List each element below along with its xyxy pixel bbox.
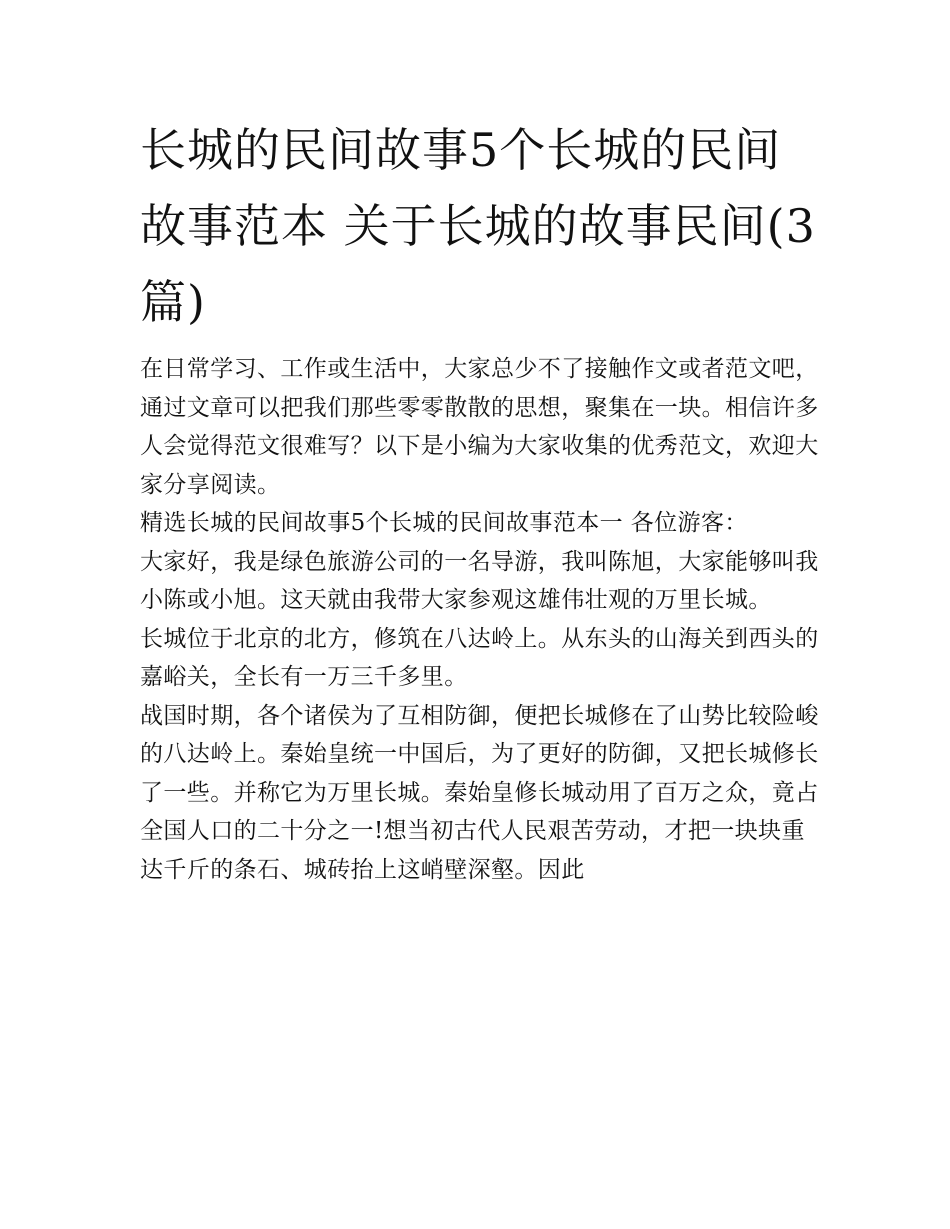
paragraph-greeting: 大家好，我是绿色旅游公司的一名导游，我叫陈旭，大家能够叫我小陈或小旭。这天就由我带大家参观这雄伟壮观的万里长城。	[140, 548, 819, 613]
paragraph-location: 长城位于北京的北方，修筑在八达岭上。从东头的山海关到西头的嘉峪关，全长有一万三千多里。	[140, 625, 819, 690]
paragraph-intro: 在日常学习、工作或生活中，大家总少不了接触作文或者范文吧，通过文章可以把我们那些零零散散的思想，聚集在一块。相信许多人会觉得范文很难写？以下是小编为大家收集的优秀范文，欢迎大家分享阅读。	[140, 356, 819, 498]
paragraph-history: 战国时期，各个诸侯为了互相防御，便把长城修在了山势比较险峻的八达岭上。秦始皇统一中国后，为了更好的防御，又把长城修长了一些。并称它为万里长城。秦始皇修长城动用了百万之众，竟占全国人口的二十分之一!想当初古代人民艰苦劳动，才把一块块重达千斤的条石、城砖抬上这峭壁深壑。因此	[140, 702, 819, 883]
document-content	[140, 112, 820, 889]
document-title: 长城的民间故事5个长城的民间故事范本 关于长城的故事民间(3篇)	[140, 123, 816, 329]
paragraph-heading: 精选长城的民间故事5个长城的民间故事范本一 各位游客：	[140, 510, 748, 536]
